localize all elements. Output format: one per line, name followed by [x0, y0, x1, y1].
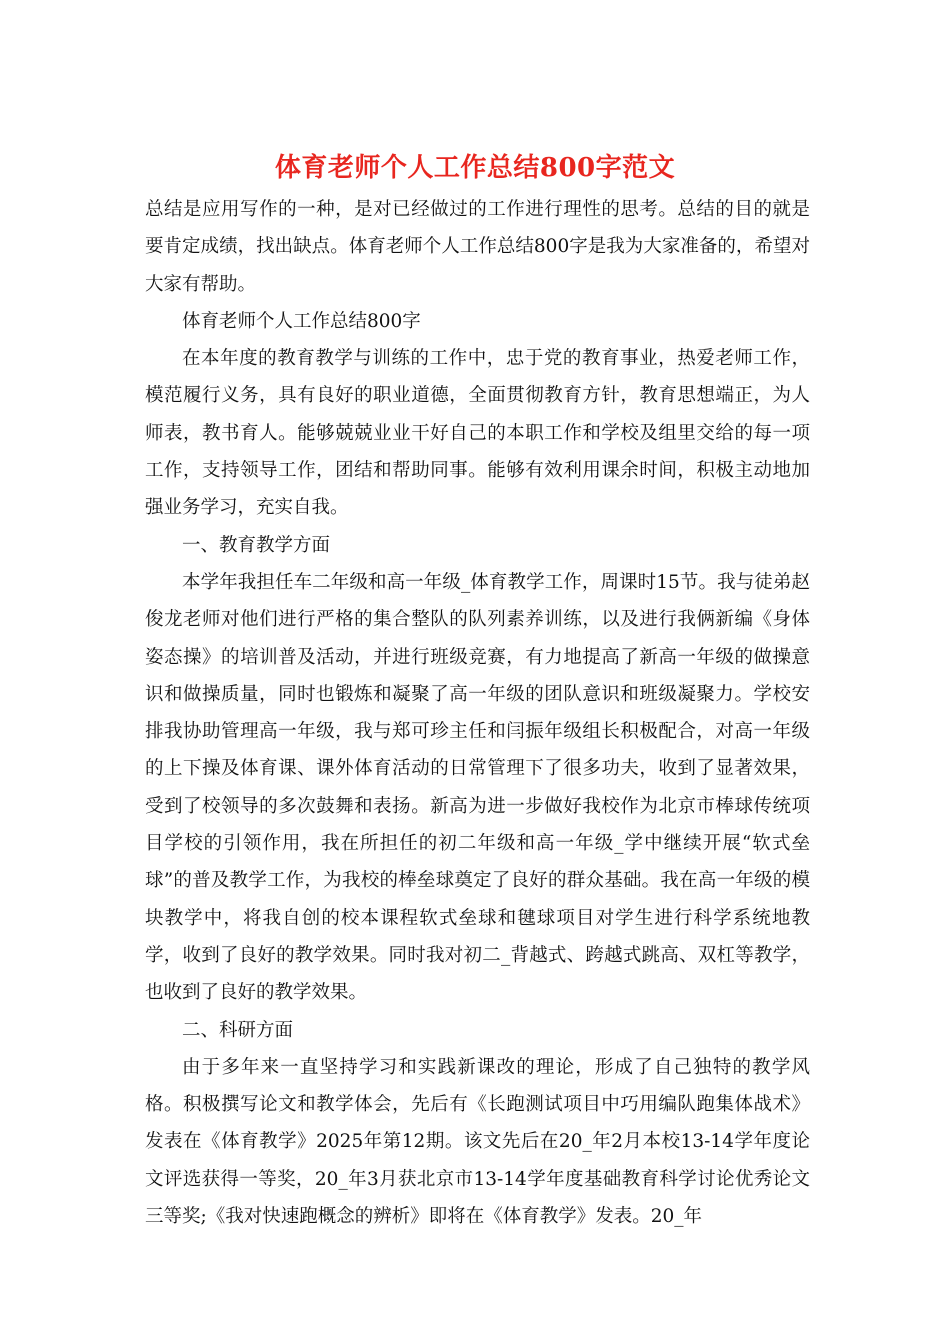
- section-heading-research: 二、科研方面: [182, 1019, 294, 1041]
- document-title: 体育老师个人工作总结800字范文: [274, 153, 676, 183]
- body-paragraph: 由于多年来一直坚持学习和实践新课改的理论，形成了自己独特的教学风格。积极撰写论文和教学体会，先后有《长跑测试项目中巧用编队跑集体战术》发表在《体育教学》2025年第12期。该文先后在20_年2月本校13-14学年度论文评选获得一等奖，20_年3月获北京市13-14学年度基础教育科学讨论优秀论文三等奖;《我对快速跑概念的辨析》即将在《体育教学》发表。20_年: [145, 1056, 810, 1228]
- subtitle-paragraph: 体育老师个人工作总结800字: [182, 310, 421, 332]
- body-paragraph: 在本年度的教育教学与训练的工作中，忠于党的教育事业，热爱老师工作，模范履行义务，具有良好的职业道德，全面贯彻教育方针，教育思想端正，为人师表，教书育人。能够兢兢业业干好自己的本职工作和学校及组里交给的每一项工作，支持领导工作，团结和帮助同事。能够有效利用课余时间，积极主动地加强业务学习，充实自我。: [145, 348, 810, 519]
- body-paragraph: 本学年我担任车二年级和高一年级_体育教学工作，周课时15节。我与徒弟赵俊龙老师对他们进行严格的集合整队的队列素养训练，以及进行我俩新编《身体姿态操》的培训普及活动，并进行班级竞赛，有力地提高了新高一年级的做操意识和做操质量，同时也锻炼和凝聚了高一年级的团队意识和班级凝聚力。学校安排我协助管理高一年级，我与郑可珍主任和闫振年级组长积极配合，对高一年级的上下操及体育课、课外体育活动的日常管理下了很多功夫，收到了显著效果，受到了校领导的多次鼓舞和表扬。新高为进一步做好我校作为北京市棒球传统项目学校的引领作用，我在所担任的初二年级和高一年级_学中继续开展“软式垒球”的普及教学工作，为我校的棒垒球奠定了良好的群众基础。我在高一年级的模块教学中，将我自创的校本课程软式垒球和毽球项目对学生进行科学系统地教学，收到了良好的教学效果。同时我对初二_背越式、跨越式跳高、双杠等教学，也收到了良好的教学效果。: [145, 571, 810, 1004]
- document-body: [145, 191, 810, 1235]
- intro-paragraph: 总结是应用写作的一种，是对已经做过的工作进行理性的思考。总结的目的就是要肯定成绩，找出缺点。体育老师个人工作总结800字是我为大家准备的，希望对大家有帮助。: [145, 199, 810, 295]
- section-heading-teaching: 一、教育教学方面: [182, 534, 331, 556]
